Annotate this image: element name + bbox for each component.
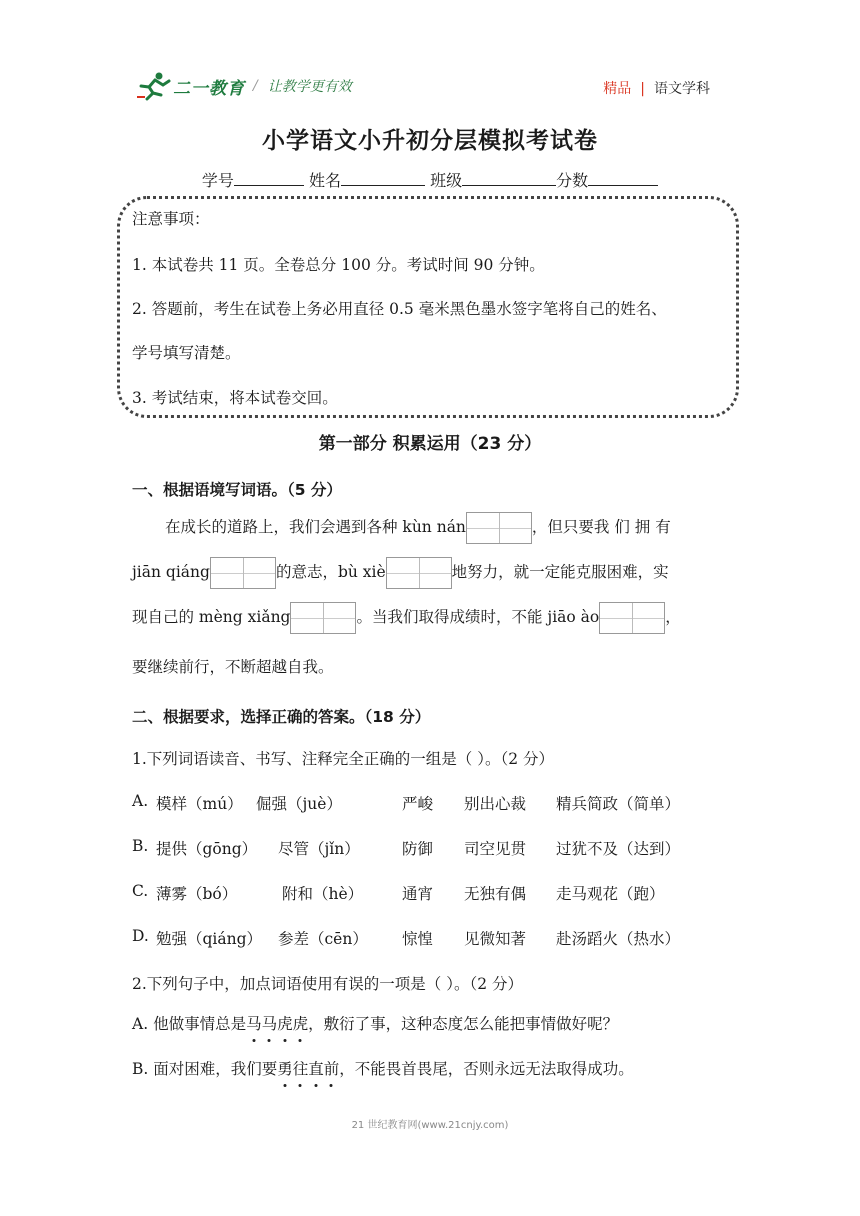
page-title: 小学语文小升初分层模拟考试卷 [262,128,598,154]
option-c3: 防御 [402,840,434,858]
q1-line3-b: 。当我们取得成绩时，不能 jiāo ào [356,608,600,626]
q1-line2-a: jiān qiáng [132,563,210,581]
q2-heading: 二、根据要求，选择正确的答案。（18 分） [132,708,431,726]
q2-sentence-a[interactable] [132,1012,618,1034]
field-student-id-blank[interactable] [234,169,304,186]
header-tags [603,78,710,98]
answer-grid-mengxiang[interactable] [290,602,356,634]
tag-subject: 语文学科 [654,81,710,97]
option-c5: 精兵简政（简单） [556,795,681,813]
option-c1: 薄雾（bó） [156,885,238,903]
q1-line1-b: ，但只要我 们 拥 有 [531,518,671,536]
option-label: D. [132,927,149,945]
header-slash: / [253,78,258,94]
option-c4: 见微知著 [464,930,527,948]
option-c3: 严峻 [402,795,434,813]
sentence-label: A. [132,1015,149,1033]
q1-line1 [165,512,671,544]
option-c1: 提供（gōng） [156,840,258,858]
q1-line2 [132,557,669,589]
field-class-blank[interactable] [462,169,556,186]
option-c5: 赴汤蹈火（热水） [556,930,681,948]
option-label: C. [132,882,149,900]
field-score-label: 分数 [556,171,589,190]
option-label: B. [132,837,149,855]
header-logo [135,68,352,104]
field-score-blank[interactable] [588,169,658,186]
dotted-word-text: 勇往直前 [277,1060,340,1078]
sentence-pre: 面对困难，我们要 [153,1060,278,1078]
q2-sentence-b[interactable] [132,1057,634,1079]
dotted-word [246,1015,308,1033]
option-c3: 惊惶 [402,930,434,948]
brand-slogan: 让教学更有效 [267,79,352,95]
sentence-post: ，敷衍了事，这种态度怎么能把事情做好呢？ [308,1015,619,1033]
footer-source: 21 世纪教育网(www.21cnjy.com) [351,1120,509,1131]
q1-line2-c: 地努力，就一定能克服困难，实 [451,563,669,581]
q2-sub2: 2.下列句子中，加点词语使用有误的一项是（ ）。（2 分） [132,975,524,993]
runner-logo-icon [135,71,171,101]
sentence-pre: 他做事情总是 [153,1015,247,1033]
q1-line2-b: 的意志，bù xiè [275,563,386,581]
q2-sub1: 1.下列词语读音、书写、注释完全正确的一组是（ ）。（2 分） [132,750,555,768]
option-c3: 通宵 [402,885,434,903]
option-c1: 模样（mú） [156,795,243,813]
tag-premium: 精品 [603,81,632,97]
option-c4: 司空见贯 [464,840,527,858]
option-c2: 参差（cēn） [278,930,368,948]
part1-heading: 第一部分 积累运用（23 分） [318,434,542,454]
answer-grid-jianqiang[interactable] [210,557,276,589]
student-info-fields [0,168,860,191]
q1-line3-c: ， [665,608,681,626]
field-student-id-label: 学号 [201,171,234,190]
option-label: A. [132,792,149,810]
notice-item-2-cont: 学号填写清楚。 [132,344,241,362]
dotted-word-text: 马马虎虎 [246,1015,309,1033]
q1-line4: 要继续前行，不断超越自我。 [132,658,334,676]
option-c4: 别出心裁 [464,795,527,813]
field-class-label: 班级 [430,171,463,190]
dotted-word [277,1060,339,1078]
option-c4: 无独有偶 [464,885,527,903]
answer-grid-buxie[interactable] [386,557,452,589]
q1-line3 [132,602,681,634]
notice-item-3: 3. 考试结束，将本试卷交回。 [132,389,338,407]
brand-name: 二一教育 [173,78,245,99]
q1-heading: 一、根据语境写词语。（5 分） [132,481,342,499]
option-c2: 附和（hè） [282,885,364,903]
option-c5: 走马观花（跑） [556,885,665,903]
answer-grid-jiaoao[interactable] [599,602,665,634]
field-name-label: 姓名 [308,171,341,190]
option-c2: 尽管（jǐn） [278,840,360,858]
q1-line1-a: 在成长的道路上，我们会遇到各种 kùn nán [165,518,466,536]
sentence-label: B. [132,1060,149,1078]
notice-heading: 注意事项： [132,210,210,228]
option-c1: 勉强（qiáng） [156,930,263,948]
field-name-blank[interactable] [341,169,425,186]
answer-grid-kunnan[interactable] [466,512,532,544]
sentence-post: ，不能畏首畏尾，否则永远无法取得成功。 [339,1060,634,1078]
notice-item-1: 1. 本试卷共 11 页。全卷总分 100 分。考试时间 90 分钟。 [132,256,545,274]
tag-separator: | [640,81,645,97]
option-c5: 过犹不及（达到） [556,840,681,858]
notice-item-2: 2. 答题前，考生在试卷上务必用直径 0.5 毫米黑色墨水签字笔将自己的姓名、 [132,300,667,318]
option-c2: 倔强（juè） [256,795,342,813]
q1-line3-a: 现自己的 mèng xiǎng [132,608,291,626]
